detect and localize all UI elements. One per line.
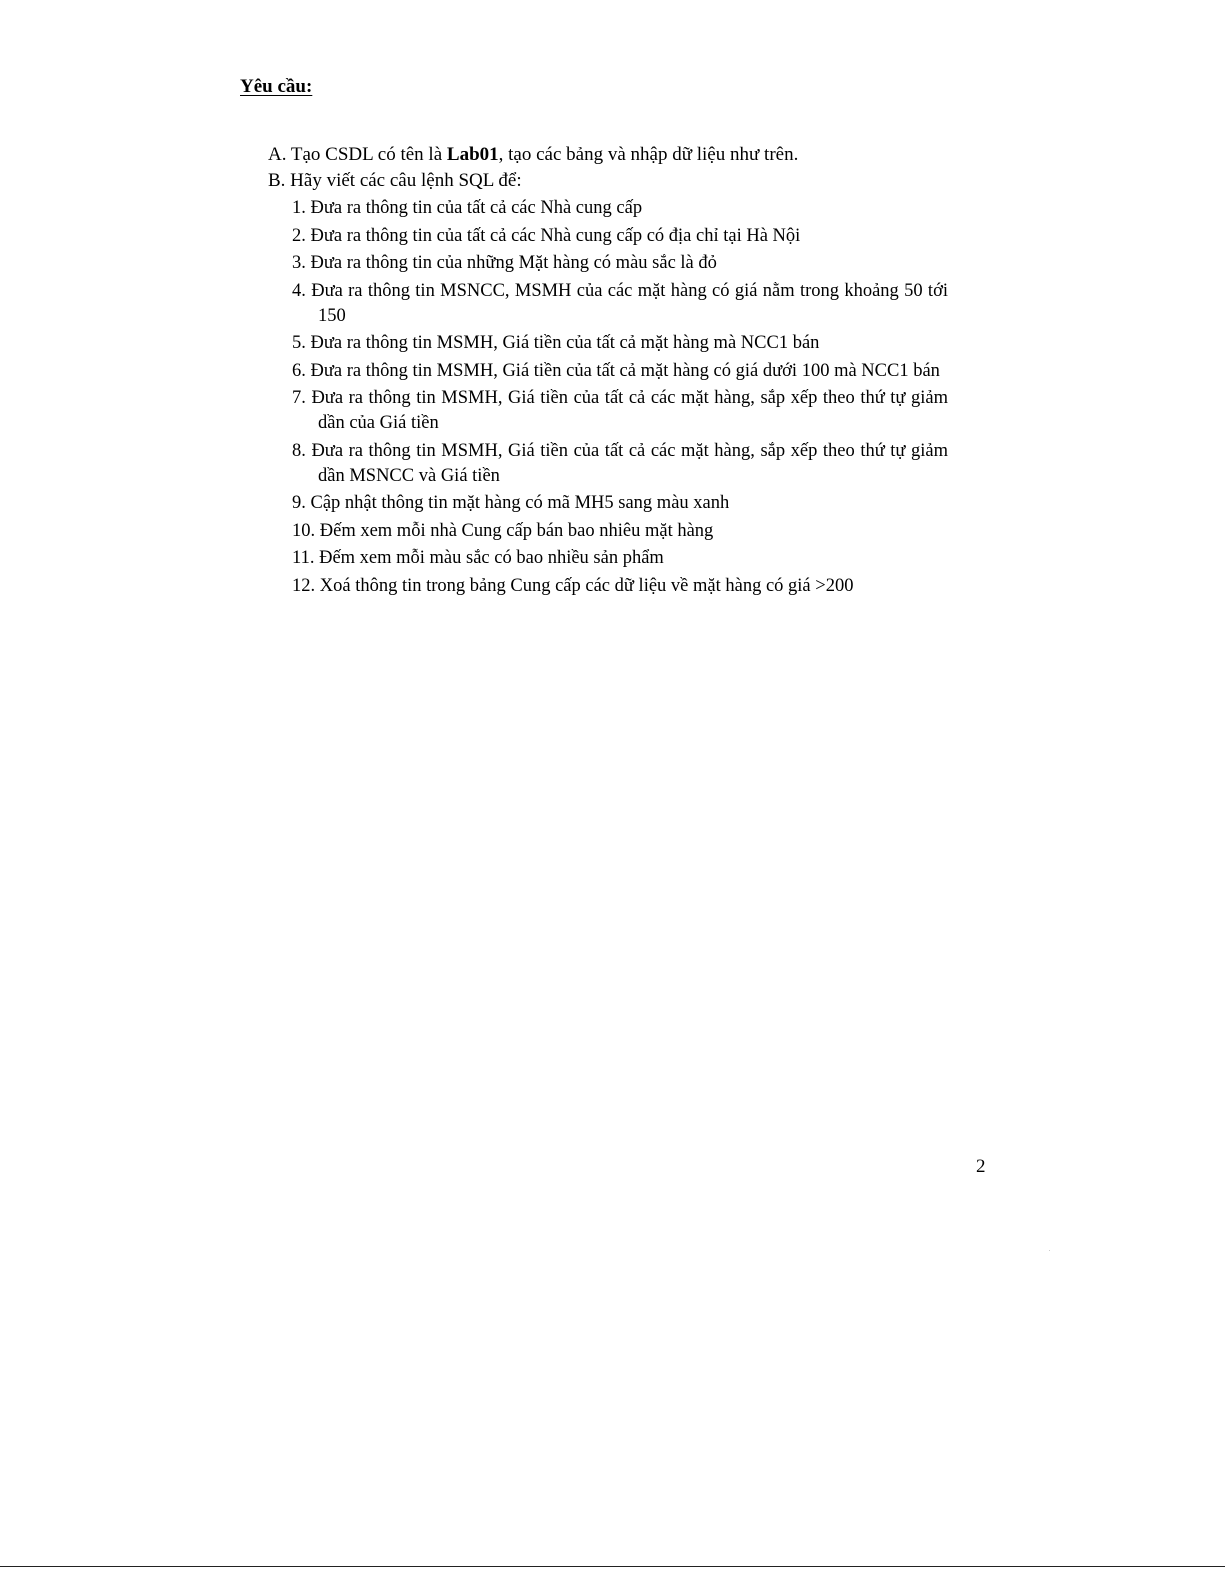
question-number: 5. xyxy=(292,333,306,353)
question-text: Đưa ra thông tin của tất cả các Nhà cung cấp xyxy=(310,198,643,218)
question-text: Đưa ra thông tin MSMH, Giá tiền của tất cả mặt hàng có giá dưới 100 mà NCC1 bán xyxy=(310,360,940,381)
database-name: Lab01 xyxy=(446,144,499,165)
question-item xyxy=(292,491,948,516)
section-a-suffix: , tạo các bảng và nhập dữ liệu như trên. xyxy=(498,144,799,165)
question-item xyxy=(292,439,948,489)
question-text: Đếm xem mỗi màu sắc có bao nhiều sản phẩm xyxy=(319,548,664,568)
question-item xyxy=(292,251,948,276)
section-b: B. Hãy viết các câu lệnh SQL để: xyxy=(268,170,522,191)
page-number: 2 xyxy=(976,1156,986,1177)
question-text: Đưa ra thông tin của tất cả các Nhà cung cấp có địa chỉ tại Hà Nội xyxy=(310,225,801,246)
question-text: Xoá thông tin trong bảng Cung cấp các dữ liệu về mặt hàng có giá >200 xyxy=(319,575,854,596)
question-item xyxy=(292,359,948,384)
question-text: Đưa ra thông tin MSMH, Giá tiền của tất cả các mặt hàng, sắp xếp theo thứ tự giảm dần MSNCC và Giá tiền xyxy=(311,440,949,486)
question-text: Đưa ra thông tin MSMH, Giá tiền của tất cả mặt hàng mà NCC1 bán xyxy=(310,333,820,353)
section-a xyxy=(268,142,948,167)
scan-speck xyxy=(1049,1250,1050,1251)
question-item xyxy=(292,331,948,356)
question-item xyxy=(292,519,948,544)
question-text: Cập nhật thông tin mặt hàng có mã MH5 sang màu xanh xyxy=(310,493,730,513)
question-list xyxy=(292,196,948,601)
question-number: 11. xyxy=(292,548,315,568)
question-number: 9. xyxy=(292,493,306,513)
page-bottom-edge xyxy=(0,1566,1225,1567)
question-text: Đưa ra thông tin MSMH, Giá tiền của tất cả các mặt hàng, sắp xếp theo thứ tự giảm dần của Giá tiền xyxy=(311,388,949,433)
question-number: 1. xyxy=(292,198,306,218)
question-item xyxy=(292,279,948,329)
question-number: 7. xyxy=(292,388,306,408)
question-item xyxy=(292,224,948,249)
section-a-prefix: A. Tạo CSDL có tên là xyxy=(268,144,447,165)
question-number: 4. xyxy=(292,280,306,301)
question-number: 8. xyxy=(292,440,306,461)
question-number: 12. xyxy=(292,575,316,596)
question-number: 2. xyxy=(292,225,306,246)
question-item xyxy=(292,546,948,571)
question-number: 3. xyxy=(292,253,306,273)
question-text: Đưa ra thông tin của những Mặt hàng có màu sắc là đỏ xyxy=(310,253,717,273)
question-item xyxy=(292,196,948,221)
question-item xyxy=(292,574,948,599)
requirements-heading: Yêu cầu: xyxy=(240,76,313,97)
question-number: 6. xyxy=(292,360,306,381)
question-item xyxy=(292,386,948,436)
question-text: Đưa ra thông tin MSNCC, MSMH của các mặt hàng có giá nằm trong khoảng 50 tới 150 xyxy=(311,280,948,326)
question-text: Đếm xem mỗi nhà Cung cấp bán bao nhiêu mặt hàng xyxy=(319,520,714,541)
question-number: 10. xyxy=(292,520,316,541)
